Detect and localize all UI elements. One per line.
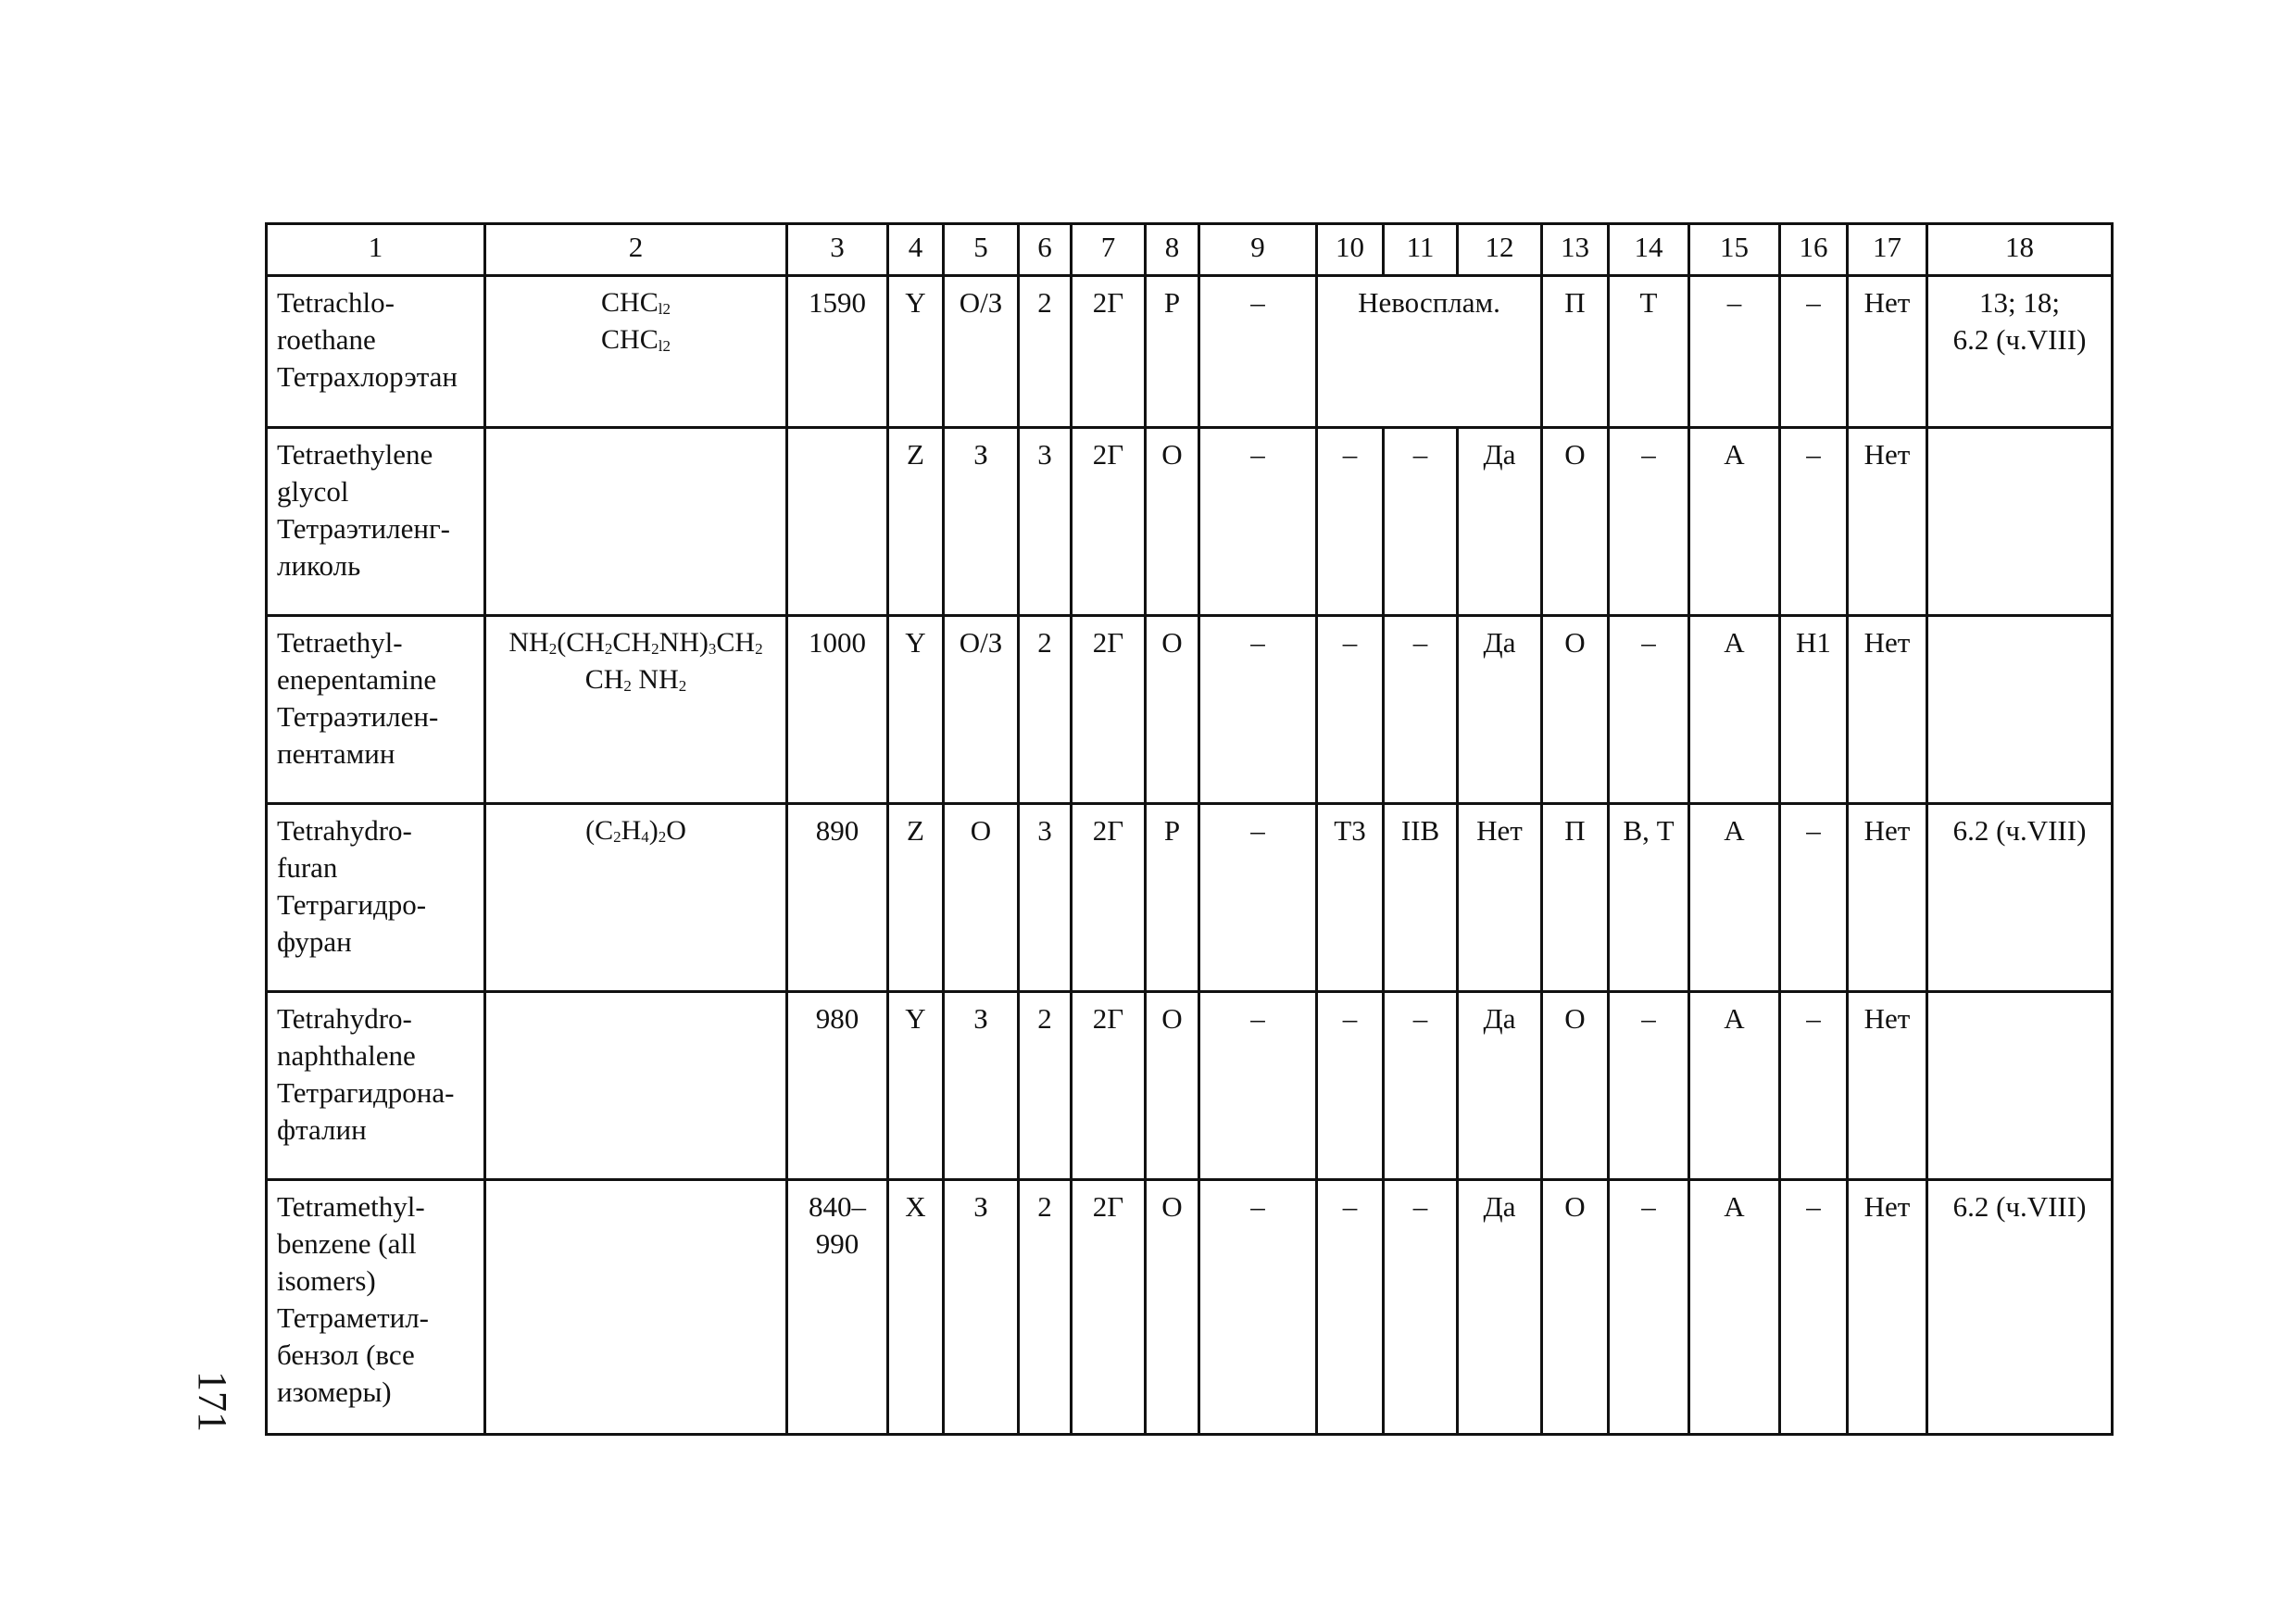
product-name-line: naphthalene (277, 1039, 416, 1072)
cell-col-18 (1927, 992, 2113, 1180)
product-name-line: Тетрагидро- (277, 888, 427, 921)
cell-col-17: Нет (1848, 428, 1927, 616)
cargo-properties-table (265, 222, 2114, 1436)
product-name-line: бензол (все (277, 1338, 415, 1371)
product-name-line: Тетраэтилен- (277, 700, 439, 733)
table-row (267, 1180, 2113, 1435)
product-name-line: Тетраметил- (277, 1301, 430, 1334)
product-name-line: Тетрагидрона- (277, 1076, 455, 1109)
column-header: 10 (1317, 224, 1384, 276)
cell-col-7: 2Г (1072, 992, 1146, 1180)
table-row (267, 804, 2113, 992)
column-header: 14 (1609, 224, 1689, 276)
cell-col-5: О/З (944, 276, 1019, 428)
cell-col-9: – (1199, 616, 1317, 804)
formula-subscript: 2 (678, 677, 687, 695)
cell-col-6: 3 (1019, 804, 1072, 992)
cell-col-16: Н1 (1780, 616, 1848, 804)
column-header: 6 (1019, 224, 1072, 276)
cell-col-6: 2 (1019, 616, 1072, 804)
cell-col-10: – (1317, 428, 1384, 616)
cell-col-16: – (1780, 1180, 1848, 1435)
density-line: 840– (809, 1190, 866, 1223)
formula-text: CHC (601, 324, 659, 355)
cell-col-5: О/З (944, 616, 1019, 804)
cell-col-8: О (1146, 1180, 1199, 1435)
formula-text: (CH (557, 627, 605, 658)
cell-col-8: О (1146, 616, 1199, 804)
cell-col-7: 2Г (1072, 804, 1146, 992)
cell-col-16: – (1780, 276, 1848, 428)
cell-col-4: Y (888, 992, 944, 1180)
cell-col-6: 3 (1019, 428, 1072, 616)
cell-col-11: – (1384, 428, 1458, 616)
formula-subscript: 2 (755, 640, 763, 658)
column-header: 9 (1199, 224, 1317, 276)
cell-col-8: О (1146, 428, 1199, 616)
cell-col-9: – (1199, 992, 1317, 1180)
cell-col-18: 6.2 (ч.VIII) (1927, 1180, 2113, 1435)
cell-col-14: – (1609, 428, 1689, 616)
cell-col-15: – (1689, 276, 1780, 428)
cell-col-10-12-merged: Невосплам. (1317, 276, 1542, 428)
formula-text: (C (585, 815, 614, 846)
cell-col-9: – (1199, 276, 1317, 428)
cell-col-12: Да (1458, 1180, 1542, 1435)
product-name-cell (267, 276, 485, 428)
cell-col-3 (787, 1180, 888, 1435)
formula-text: CH (716, 627, 756, 658)
column-header: 16 (1780, 224, 1848, 276)
cell-col-18: 6.2 (ч.VIII) (1927, 804, 2113, 992)
formula-subscript: 2 (613, 828, 621, 846)
cell-col-8: Р (1146, 276, 1199, 428)
column-header: 15 (1689, 224, 1780, 276)
product-name-line: Tetraethylene (277, 438, 433, 471)
cell-col-3 (787, 428, 888, 616)
product-name-cell (267, 1180, 485, 1435)
cell-col-6: 2 (1019, 992, 1072, 1180)
cell-col-17: Нет (1848, 804, 1927, 992)
product-name-cell (267, 804, 485, 992)
column-header: 11 (1384, 224, 1458, 276)
cell-col-14: В, Т (1609, 804, 1689, 992)
cell-col-15: А (1689, 1180, 1780, 1435)
formula-cell (485, 428, 787, 616)
header-row (267, 224, 2113, 276)
formula-text: NH (631, 664, 679, 695)
cell-col-4: Y (888, 276, 944, 428)
column-header: 18 (1927, 224, 2113, 276)
table-row (267, 992, 2113, 1180)
cell-col-13: О (1542, 616, 1609, 804)
formula-cell (485, 616, 787, 804)
cell-col-9: – (1199, 428, 1317, 616)
formula-subscript: 2 (651, 640, 659, 658)
cell-col-12: Да (1458, 616, 1542, 804)
formula-line (492, 812, 780, 849)
cell-col-18 (1927, 276, 2113, 428)
cell-col-5: О (944, 804, 1019, 992)
product-name-line: Tetramethyl- (277, 1190, 425, 1223)
cell-col-17: Нет (1848, 1180, 1927, 1435)
table-row (267, 616, 2113, 804)
product-name-line: Тетраэтиленг- (277, 512, 450, 545)
cell-col-13: П (1542, 276, 1609, 428)
formula-subscript: 2 (548, 640, 558, 658)
cell-col-6: 2 (1019, 276, 1072, 428)
cell-col-14: – (1609, 1180, 1689, 1435)
cell-col-4: Z (888, 428, 944, 616)
formula-subscript: l2 (658, 337, 671, 355)
product-name-cell (267, 428, 485, 616)
cell-col-3: 890 (787, 804, 888, 992)
column-header: 8 (1146, 224, 1199, 276)
density-line: 990 (815, 1227, 859, 1260)
cell-col-16: – (1780, 992, 1848, 1180)
formula-cell (485, 804, 787, 992)
cell-col-15: А (1689, 616, 1780, 804)
cell-col-8: Р (1146, 804, 1199, 992)
formula-subscript: 4 (641, 828, 649, 846)
cell-col-13: О (1542, 428, 1609, 616)
reference-line: 13; 18; (1979, 286, 2060, 319)
formula-text: NH) (659, 627, 709, 658)
formula-text: O (666, 815, 686, 846)
product-name-line: Tetrahydro- (277, 814, 412, 847)
column-header: 1 (267, 224, 485, 276)
cell-col-17: Нет (1848, 616, 1927, 804)
product-name-line: roethane (277, 323, 376, 356)
formula-text: NH (508, 627, 549, 658)
cell-col-14: – (1609, 616, 1689, 804)
product-name-line: enepentamine (277, 663, 437, 696)
cell-col-12: Да (1458, 428, 1542, 616)
product-name-line: Tetrachlo- (277, 286, 395, 319)
cell-col-16: – (1780, 428, 1848, 616)
product-name-line: Tetrahydro- (277, 1002, 412, 1035)
cell-col-9: – (1199, 804, 1317, 992)
cell-col-4: Y (888, 616, 944, 804)
cell-col-9: – (1199, 1180, 1317, 1435)
cell-col-11: IIВ (1384, 804, 1458, 992)
product-name-line: benzene (all (277, 1227, 417, 1260)
cell-col-10: Т3 (1317, 804, 1384, 992)
formula-subscript: 2 (658, 828, 667, 846)
cell-col-14: – (1609, 992, 1689, 1180)
cell-col-6: 2 (1019, 1180, 1072, 1435)
cell-col-11: – (1384, 1180, 1458, 1435)
cell-col-15: А (1689, 992, 1780, 1180)
column-header: 13 (1542, 224, 1609, 276)
product-name-line: пентамин (277, 737, 395, 770)
formula-line (492, 284, 780, 321)
product-name-cell (267, 992, 485, 1180)
column-header: 5 (944, 224, 1019, 276)
product-name-line: фуран (277, 925, 352, 958)
column-header: 4 (888, 224, 944, 276)
formula-text: CH (612, 627, 652, 658)
formula-subscript: 3 (708, 640, 717, 658)
product-name-line: glycol (277, 475, 349, 508)
cell-col-15: А (1689, 804, 1780, 992)
cell-col-7: 2Г (1072, 1180, 1146, 1435)
formula-text: ) (648, 815, 659, 846)
column-header: 2 (485, 224, 787, 276)
cell-col-3: 1000 (787, 616, 888, 804)
product-name-line: Tetraethyl- (277, 626, 403, 659)
cell-col-4: Z (888, 804, 944, 992)
cell-col-16: – (1780, 804, 1848, 992)
column-header: 12 (1458, 224, 1542, 276)
cell-col-12: Нет (1458, 804, 1542, 992)
cell-col-5: З (944, 1180, 1019, 1435)
page-number: 171 (190, 1371, 235, 1432)
table-row (267, 276, 2113, 428)
cell-col-3: 980 (787, 992, 888, 1180)
cell-col-12: Да (1458, 992, 1542, 1180)
cell-col-4: X (888, 1180, 944, 1435)
reference-line: 6.2 (ч.VIII) (1952, 323, 2087, 356)
formula-text: CH (584, 664, 624, 695)
formula-subscript: l2 (658, 300, 671, 318)
column-header: 7 (1072, 224, 1146, 276)
cell-col-7: 2Г (1072, 276, 1146, 428)
formula-subscript: 2 (623, 677, 632, 695)
cell-col-11: – (1384, 992, 1458, 1180)
cell-col-17: Нет (1848, 992, 1927, 1180)
cell-col-7: 2Г (1072, 428, 1146, 616)
cell-col-14: Т (1609, 276, 1689, 428)
product-name-cell (267, 616, 485, 804)
column-header: 17 (1848, 224, 1927, 276)
cell-col-11: – (1384, 616, 1458, 804)
cell-col-3: 1590 (787, 276, 888, 428)
product-name-line: furan (277, 851, 338, 884)
formula-cell (485, 1180, 787, 1435)
cell-col-8: О (1146, 992, 1199, 1180)
product-name-line: Тетрахлорэтан (277, 360, 458, 393)
cell-col-17: Нет (1848, 276, 1927, 428)
cell-col-7: 2Г (1072, 616, 1146, 804)
cell-col-15: А (1689, 428, 1780, 616)
product-name-line: isomers) (277, 1264, 376, 1297)
product-name-line: изомеры) (277, 1376, 392, 1408)
cell-col-10: – (1317, 1180, 1384, 1435)
cell-col-5: З (944, 992, 1019, 1180)
product-name-line: фталин (277, 1113, 367, 1146)
cell-col-18 (1927, 616, 2113, 804)
formula-text: H (621, 815, 642, 846)
cell-col-18 (1927, 428, 2113, 616)
formula-line (492, 321, 780, 358)
cell-col-13: О (1542, 1180, 1609, 1435)
cell-col-13: П (1542, 804, 1609, 992)
formula-line (492, 661, 780, 698)
cell-col-5: З (944, 428, 1019, 616)
formula-cell (485, 992, 787, 1180)
formula-line (492, 624, 780, 661)
cell-col-10: – (1317, 992, 1384, 1180)
formula-text: CHC (601, 287, 659, 318)
cell-col-10: – (1317, 616, 1384, 804)
cell-col-13: О (1542, 992, 1609, 1180)
product-name-line: ликоль (277, 549, 361, 582)
column-header: 3 (787, 224, 888, 276)
table-row (267, 428, 2113, 616)
formula-cell (485, 276, 787, 428)
formula-subscript: 2 (604, 640, 613, 658)
